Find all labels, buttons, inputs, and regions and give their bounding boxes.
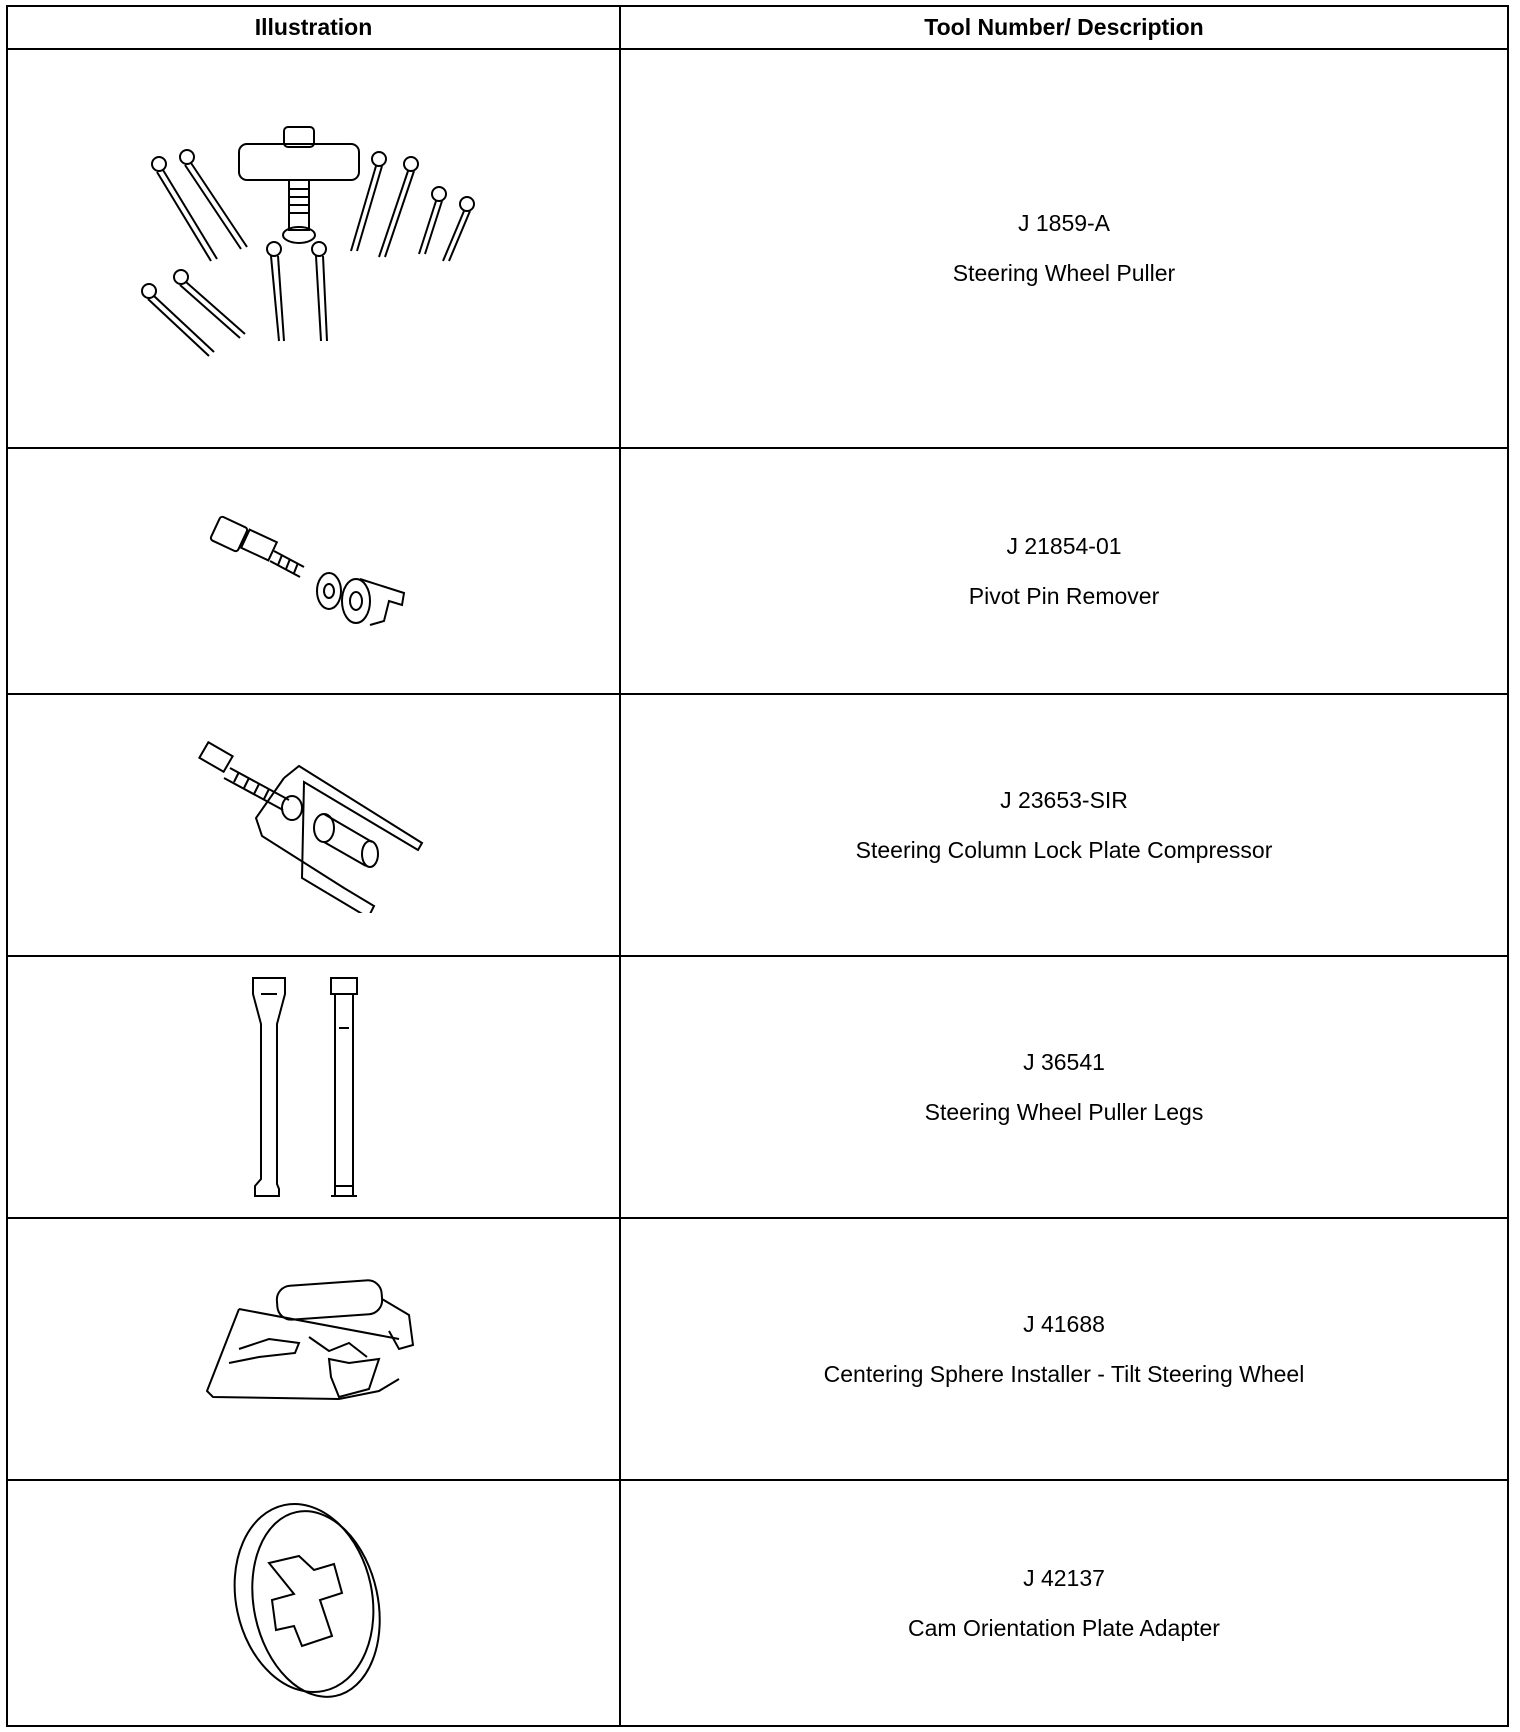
table-row — [7, 448, 1508, 694]
tool-number: J 23653-SIR — [1000, 786, 1128, 813]
tool-description: Steering Wheel Puller — [952, 260, 1176, 286]
table-row — [7, 956, 1508, 1218]
table-row — [7, 1218, 1508, 1480]
lock-plate-compressor-icon — [194, 738, 434, 913]
tool-number: J 41688 — [1023, 1310, 1105, 1337]
pivot-pin-remover-icon — [204, 501, 424, 641]
table-row — [7, 694, 1508, 956]
tool-number: J 21854-01 — [1006, 532, 1122, 559]
description-cell — [620, 1480, 1508, 1726]
description-cell — [620, 1218, 1508, 1480]
description-cell — [620, 956, 1508, 1218]
tool-number: J 36541 — [1023, 1048, 1105, 1075]
header-illustration: Illustration — [7, 6, 620, 49]
tool-description: Steering Column Lock Plate Compressor — [855, 836, 1273, 863]
header-description: Tool Number/ Description — [620, 6, 1508, 49]
tool-number: J 42137 — [1023, 1564, 1105, 1591]
tool-description: Centering Sphere Installer - Tilt Steering Wheel — [823, 1360, 1305, 1387]
table-row — [7, 1480, 1508, 1726]
description-cell — [620, 49, 1508, 448]
table-row — [7, 49, 1508, 448]
steering-wheel-puller-icon — [129, 119, 499, 379]
tool-description: Steering Wheel Puller Legs — [924, 1098, 1204, 1125]
cam-orientation-plate-adapter-icon — [224, 1498, 404, 1708]
header-row — [7, 6, 1508, 49]
special-tools-table — [6, 5, 1509, 1727]
centering-sphere-installer-icon — [199, 1279, 429, 1419]
illustration-cell — [7, 956, 620, 1218]
illustration-cell — [7, 49, 620, 448]
illustration-cell — [7, 694, 620, 956]
description-cell — [620, 448, 1508, 694]
illustration-cell — [7, 1480, 620, 1726]
tool-description: Cam Orientation Plate Adapter — [908, 1614, 1220, 1641]
illustration-cell — [7, 1218, 620, 1480]
tool-description: Pivot Pin Remover — [968, 582, 1160, 609]
illustration-cell — [7, 448, 620, 694]
puller-legs-icon — [239, 974, 389, 1200]
tool-number: J 1859-A — [1017, 210, 1111, 236]
description-cell — [620, 694, 1508, 956]
